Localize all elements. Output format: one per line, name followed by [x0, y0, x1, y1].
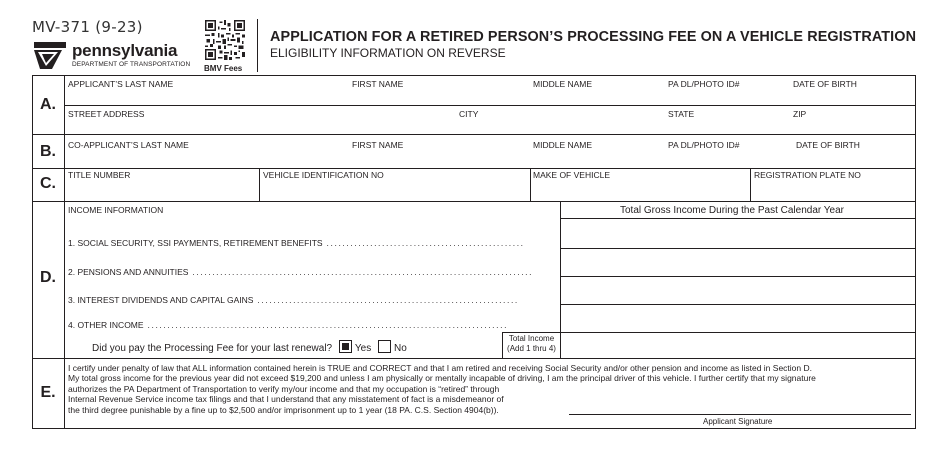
applicant-pa-dl-field[interactable]: PA DL/PHOTO ID# [668, 79, 740, 89]
section-b-bottom [32, 168, 916, 169]
co-applicant-pa-dl-field[interactable]: PA DL/PHOTO ID# [668, 140, 740, 150]
income-amount-4[interactable] [561, 305, 916, 332]
header-divider [257, 19, 258, 72]
penndot-keystone-logo-icon [32, 40, 68, 71]
section-c-bottom [32, 201, 916, 202]
income-line-label: 2. PENSIONS AND ANNUITIES [68, 267, 189, 277]
cert-line-5: the third degree punishable by a fine up to $2,500 and/or imprisonment up to 1 year (18 PA. C.S. Section 4904(b)). [68, 404, 499, 415]
total-income-label [503, 334, 560, 354]
income-column-header: Total Gross Income During the Past Calendar Year [620, 205, 845, 216]
income-line-label: 1. SOCIAL SECURITY, SSI PAYMENTS, RETIREMENT BENEFITS [68, 238, 323, 248]
city-field[interactable]: CITY [459, 109, 479, 119]
section-b-letter: B. [40, 143, 56, 160]
section-e-letter: E. [40, 384, 56, 401]
cert-line-3: authorizes the PA Department of Transportation to verify my/our income and that my occupation is “retired” through [68, 383, 500, 394]
cert-line-4: Internal Revenue Service income tax filings and that I understand that any misstatement of fact is a misdemeanor of [68, 394, 504, 405]
section-c-letter: C. [40, 175, 56, 192]
section-d-letter: D. [40, 269, 56, 286]
income-line-label: 4. OTHER INCOME [68, 320, 144, 330]
vin-field[interactable]: VEHICLE IDENTIFICATION NO [263, 170, 384, 180]
section-d-bottom [32, 358, 916, 359]
section-a-bottom [32, 134, 916, 135]
page-subtitle: ELIGIBILITY INFORMATION ON REVERSE [270, 46, 506, 60]
applicant-signature-label: Applicant Signature [703, 417, 773, 426]
section-a-row-divider [64, 105, 916, 106]
street-address-field[interactable]: STREET ADDRESS [68, 109, 145, 119]
applicant-first-name-field[interactable]: FIRST NAME [352, 79, 404, 89]
co-applicant-last-name-field[interactable]: CO-APPLICANT’S LAST NAME [68, 140, 189, 150]
renewal-no-checkbox[interactable] [378, 340, 391, 353]
co-applicant-first-name-field[interactable]: FIRST NAME [352, 140, 404, 150]
income-info-header: INCOME INFORMATION [68, 205, 164, 215]
applicant-dob-field[interactable]: DATE OF BIRTH [793, 79, 857, 89]
income-line-pensions[interactable]: 2. PENSIONS AND ANNUITIES ...................................................................................... [68, 267, 534, 277]
renewal-yes-checkbox[interactable] [339, 340, 352, 353]
certification-text [68, 363, 816, 415]
renewal-yes-label: Yes [354, 343, 372, 354]
vehicle-make-field[interactable]: MAKE OF VEHICLE [533, 170, 610, 180]
section-letter-divider [64, 75, 65, 429]
cert-line-2: My total gross income for the previous year did not exceed $19,200 and unless I am physically or mentally incapable of driving, I am the principal driver of this vehicle. I further certify that my signature [68, 373, 816, 384]
income-amount-2[interactable] [561, 249, 916, 276]
income-amount-3[interactable] [561, 277, 916, 304]
qr-code-icon[interactable] [205, 19, 245, 61]
applicant-last-name-field[interactable]: APPLICANT’S LAST NAME [68, 79, 174, 89]
qr-label: BMV Fees [204, 64, 243, 73]
renewal-question-row [92, 340, 407, 354]
co-applicant-dob-field[interactable]: DATE OF BIRTH [796, 140, 860, 150]
zip-field[interactable]: ZIP [793, 109, 807, 119]
total-income-label-line-1: Total Income [508, 334, 555, 343]
section-c-divider-3 [750, 168, 751, 201]
applicant-middle-name-field[interactable]: MIDDLE NAME [533, 79, 593, 89]
form-id: MV-371 (9-23) [32, 18, 143, 36]
income-line-label: 3. INTEREST DIVIDENDS AND CAPITAL GAINS [68, 295, 254, 305]
cert-line-1: I certify under penalty of law that ALL information contained herein is TRUE and CORRECT and that I am retired and receiving Social Security and/or other pension and income as listed in Section D. [68, 363, 812, 373]
section-c-divider-2 [530, 168, 531, 201]
section-c-divider-1 [259, 168, 260, 201]
state-field[interactable]: STATE [668, 109, 695, 119]
total-label-top [502, 332, 560, 333]
agency-name: pennsylvania [72, 41, 178, 60]
income-line-interest[interactable]: 3. INTEREST DIVIDENDS AND CAPITAL GAINS .................................................................. [68, 295, 519, 305]
income-line-social-security[interactable]: 1. SOCIAL SECURITY, SSI PAYMENTS, RETIREMENT BENEFITS .................................................. [68, 238, 525, 248]
co-applicant-middle-name-field[interactable]: MIDDLE NAME [533, 140, 593, 150]
renewal-no-label: No [394, 343, 407, 354]
applicant-signature-line[interactable] [569, 414, 911, 415]
total-income-label-line-2: (Add 1 thru 4) [507, 344, 556, 353]
income-line-other[interactable]: 4. OTHER INCOME ........................................................................................... [68, 320, 509, 330]
plate-number-field[interactable]: REGISTRATION PLATE NO [754, 170, 861, 180]
title-number-field[interactable]: TITLE NUMBER [68, 170, 131, 180]
agency-dept: DEPARTMENT OF TRANSPORTATION [72, 61, 191, 68]
section-a-letter: A. [40, 96, 56, 113]
page-title: APPLICATION FOR A RETIRED PERSON’S PROCESSING FEE ON A VEHICLE REGISTRATION [270, 29, 917, 45]
income-total-amount[interactable] [561, 333, 916, 358]
renewal-question: Did you pay the Processing Fee for your last renewal? [92, 343, 333, 354]
income-amount-1[interactable] [561, 219, 916, 248]
